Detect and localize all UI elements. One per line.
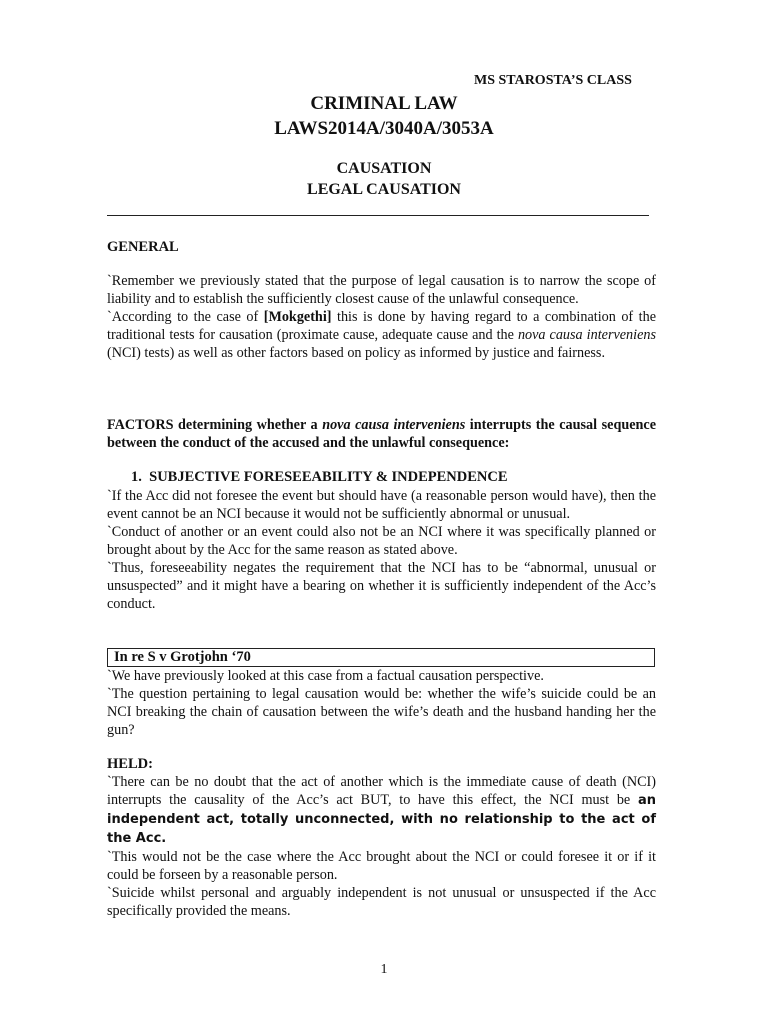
held-emphasis: an independent act, totally unconnected, with no relationship to the act of the Acc. bbox=[107, 793, 656, 846]
general-section bbox=[107, 272, 656, 362]
case-body bbox=[107, 667, 656, 739]
general-heading: GENERAL bbox=[107, 239, 179, 255]
held-paragraph-3: `Suicide whilst personal and arguably independent is not unusual or unsuspected if the Acc specifically provided the means. bbox=[107, 885, 656, 919]
case-reference: [Mokgethi] bbox=[263, 309, 332, 325]
section-1-paragraph-1: `If the Acc did not foresee the event but should have (a reasonable person would have), then the event cannot be an NCI because it would not be sufficiently abnormal or unusual. bbox=[107, 488, 656, 522]
class-label: MS STAROSTA’S CLASS bbox=[474, 73, 632, 88]
case-paragraph-1: `We have previously looked at this case from a factual causation perspective. bbox=[107, 668, 544, 684]
case-title-box bbox=[107, 648, 655, 667]
section-1-paragraph-3: `Thus, foreseeability negates the requirement that the NCI has to be “abnormal, unusual or unsuspected” and it might have a bearing on whether it is sufficiently independent of the Acc’s conduct. bbox=[107, 560, 656, 612]
general-paragraph-1: `Remember we previously stated that the purpose of legal causation is to narrow the scope of liability and to establish the sufficiently closest cause of the unlawful consequence. bbox=[107, 273, 656, 307]
held-heading: HELD: bbox=[107, 756, 153, 772]
course-codes: LAWS2014A/3040A/3053A bbox=[274, 118, 494, 139]
held-body bbox=[107, 773, 656, 920]
section-1-heading bbox=[131, 469, 508, 486]
topic-title: CAUSATION bbox=[336, 160, 432, 177]
nci-term: nova causa interveniens bbox=[322, 417, 466, 433]
course-title: CRIMINAL LAW bbox=[310, 93, 458, 114]
held-paragraph-1: `There can be no doubt that the act of another which is the immediate cause of death (NCI) interrupts the causality of the Acc’s act BUT, to have this effect, the NCI must be an independent act, totally unconnected, with no relationship to the act of the Acc. bbox=[107, 774, 656, 846]
section-title: SUBJECTIVE FORESEEABILITY & INDEPENDENCE bbox=[149, 469, 508, 485]
held-paragraph-2: `This would not be the case where the Acc brought about the NCI or could foresee it or if it could be forseen by a reasonable person. bbox=[107, 849, 656, 883]
general-paragraph-2: `According to the case of [Mokgethi] this is done by having regard to a combination of the traditional tests for causation (proximate cause, adequate cause and the nova causa interveniens (NCI) tests) as well as other factors based on policy as informed by justice and fairness. bbox=[107, 309, 657, 361]
section-number: 1. bbox=[131, 469, 142, 485]
page-number: 1 bbox=[380, 962, 388, 977]
header-divider bbox=[107, 215, 649, 216]
subtopic-title: LEGAL CAUSATION bbox=[307, 181, 461, 198]
factors-heading: FACTORS determining whether a nova causa interveniens interrupts the causal sequence between the conduct of the accused and the unlawful consequence: bbox=[107, 417, 657, 451]
nci-term: nova causa interveniens bbox=[517, 327, 657, 343]
case-paragraph-2: `The question pertaining to legal causation would be: whether the wife’s suicide could be an NCI breaking the chain of causation between the wife’s death and the husband handing her the gun? bbox=[107, 686, 656, 738]
section-1-body bbox=[107, 487, 656, 613]
case-title: In re S v Grotjohn ‘70 bbox=[114, 649, 251, 665]
section-1-paragraph-2: `Conduct of another or an event could also not be an NCI where it was specifically planned or brought about by the Acc for the same reason as stated above. bbox=[107, 524, 656, 558]
